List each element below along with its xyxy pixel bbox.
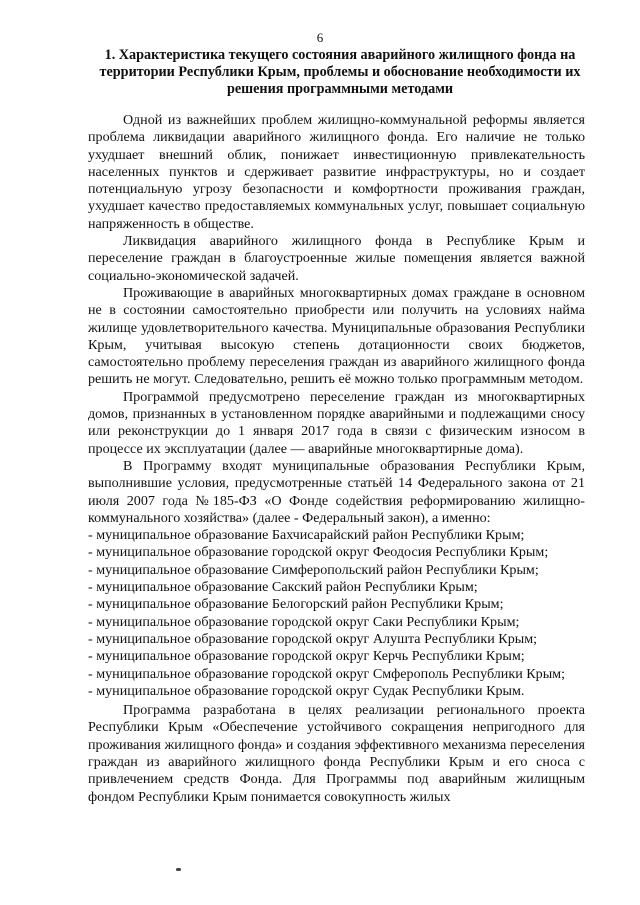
paragraph-final: Программа разработана в целях реализации регионального проекта Республики Крым «Обеспечение устойчивого сокращения непригодного для проживания жилищного фонда» и создания эффективного механизма переселения граждан из аварийного жилищного фонда Республики Крым и его сноса с привлечением средств Фонда. Для Программы под аварийным жилищным фондом Республики Крым понимается совокупность жилых bbox=[88, 702, 585, 805]
paragraph: Программой предусмотрено переселение граждан из многоквартирных домов, признанных в установленном порядке аварийными и подлежащими сносу или реконструкции до 1 января 2017 года в связи с физическим износом в процессе их эксплуатации (далее — аварийные многоквартирные дома). bbox=[88, 388, 585, 457]
section-heading: 1. Характеристика текущего состояния аварийного жилищного фонда на территории Республики Крым, проблемы и обоснование необходимости их решения программными методами bbox=[99, 47, 581, 97]
paragraph: Одной из важнейших проблем жилищно-коммунальной реформы является проблема ликвидации аварийного жилищного фонда. Его наличие не только ухудшает внешний облик, понижает инвестиционную привлекательность населенных пунктов и сдерживает развитие инфраструктуры, но и создает потенциальную угрозу безопасности и комфортности проживания граждан, ухудшает качество предоставляемых коммунальных услуг, повышает социальную напряженность в обществе. bbox=[88, 112, 585, 232]
paragraph: В Программу входят муниципальные образования Республики Крым, выполнившие условия, предусмотренные статьёй 14 Федерального закона от 21 июля 2007 года №185-ФЗ «О Фонде содействия реформированию жилищно-коммунального хозяйства» (далее - Федеральный закон), а именно: bbox=[88, 457, 585, 526]
list-item: - муниципальное образование городской округ Алушта Республики Крым; bbox=[88, 630, 538, 647]
list-item: - муниципальное образование городской округ Судак Республики Крым. bbox=[88, 682, 525, 699]
list-item: - муниципальное образование городской округ Саки Республики Крым; bbox=[88, 613, 520, 630]
page-number: 6 bbox=[316, 30, 324, 45]
list-item: - муниципальное образование городской округ Феодосия Республики Крым; bbox=[88, 544, 549, 561]
municipality-list bbox=[88, 527, 585, 700]
list-item: - муниципальное образование городской округ Смферополь Республики Крым; bbox=[88, 665, 566, 682]
paragraph: Ликвидация аварийного жилищного фонда в Республике Крым и переселение граждан в благоустроенные жилые помещения является важной социально-экономической задачей. bbox=[88, 233, 585, 284]
list-item: - муниципальное образование городской округ Керчь Республики Крым; bbox=[88, 648, 525, 665]
document-body bbox=[88, 112, 585, 806]
list-item: - муниципальное образование Сакский район Республики Крым; bbox=[88, 579, 478, 596]
list-item: - муниципальное образование Симферопольский район Республики Крым; bbox=[88, 561, 539, 578]
list-item: - муниципальное образование Белогорский район Республики Крым; bbox=[88, 596, 504, 613]
scan-speck bbox=[176, 868, 181, 871]
paragraph: Проживающие в аварийных многоквартирных домах граждане в основном не в состоянии самостоятельно приобрести или получить на условиях найма жилище удовлетворительного качества. Муниципальные образования Республики Крым, учитывая высокую степень дотационности своих бюджетов, самостоятельно проблему переселения граждан из аварийного жилищного фонда решить не могут. Следовательно, решить её можно только программным методом. bbox=[88, 284, 585, 388]
list-item: - муниципальное образование Бахчисарайский район Республики Крым; bbox=[88, 527, 525, 544]
